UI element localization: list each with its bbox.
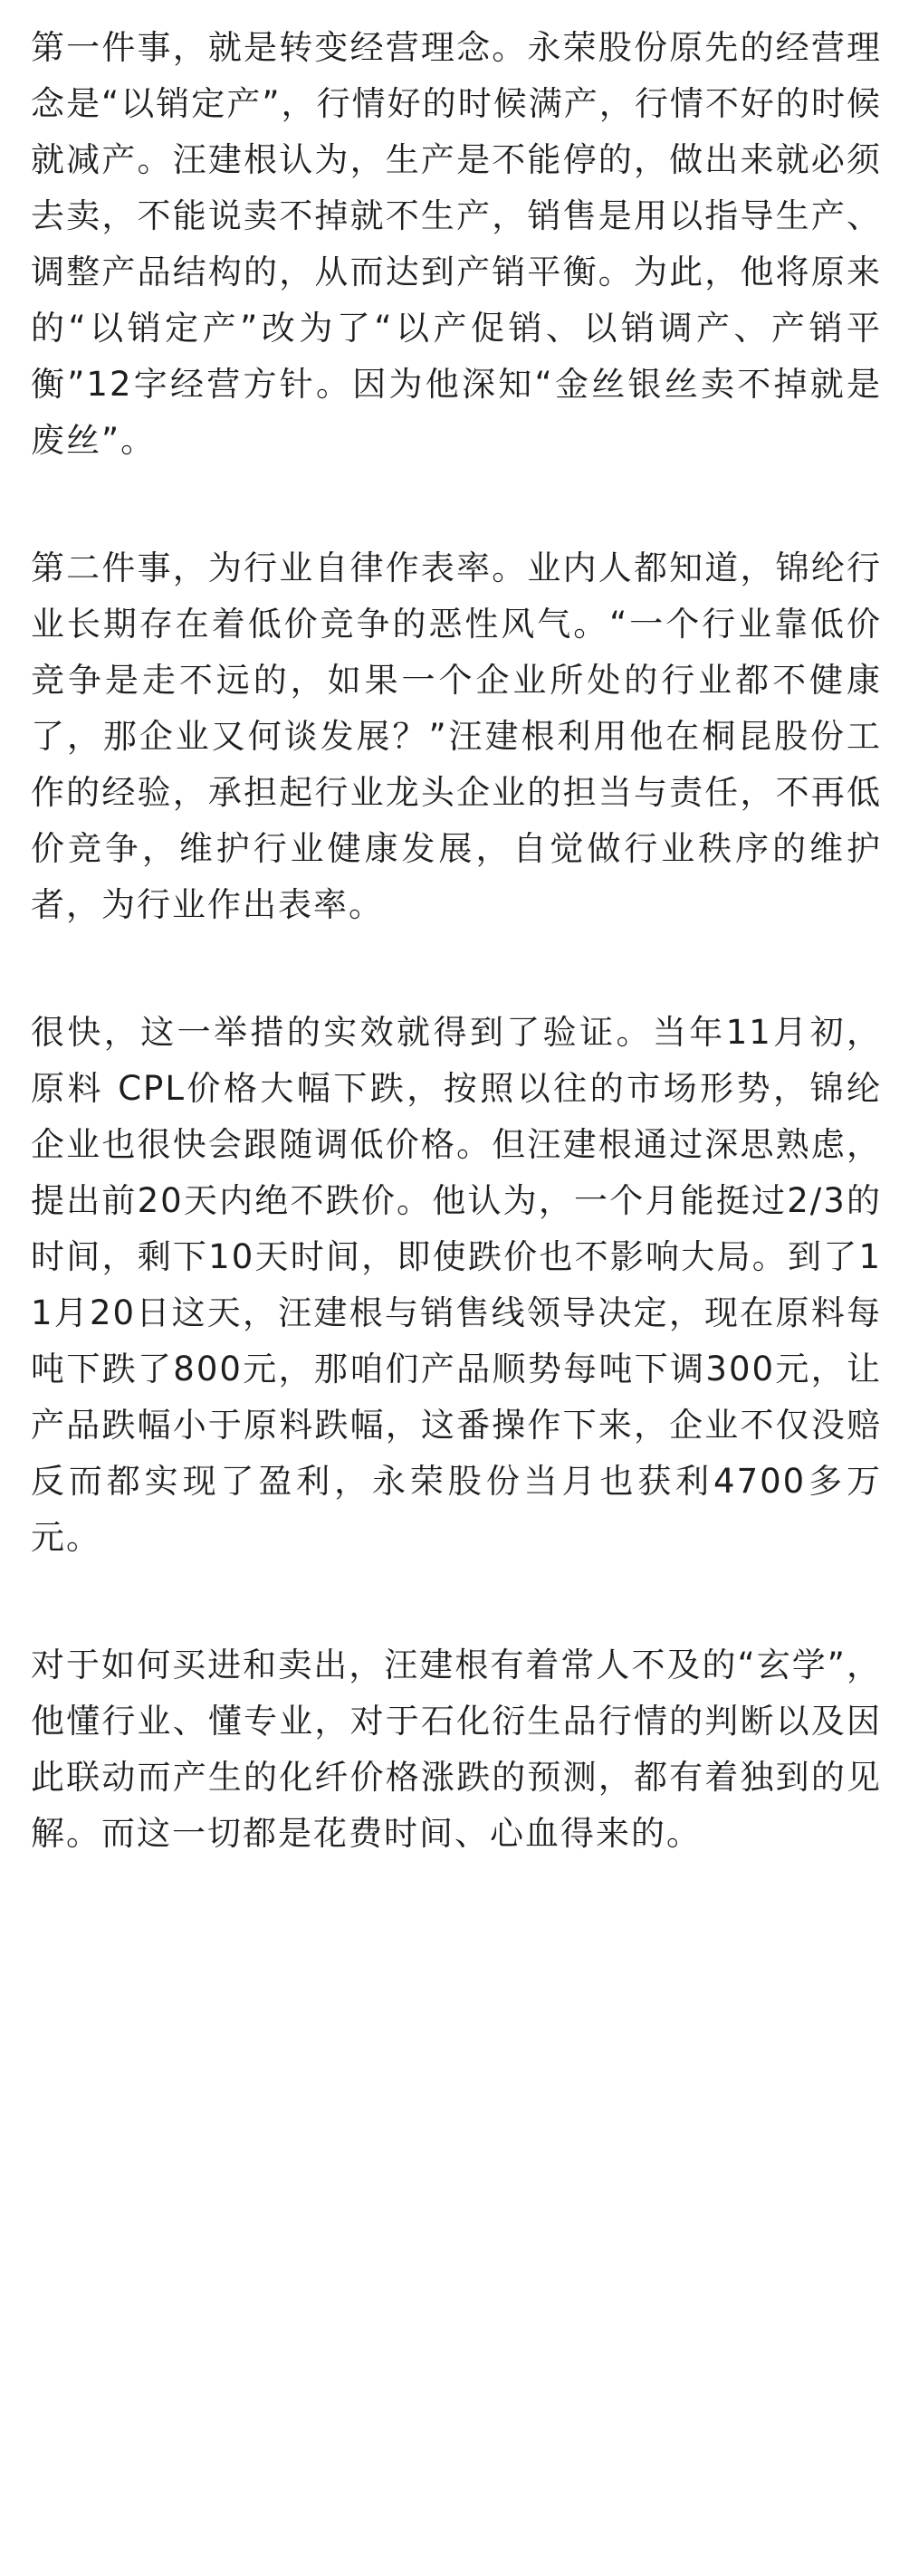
paragraph-2: 第二件事，为行业自律作表率。业内人都知道，锦纶行业长期存在着低价竞争的恶性风气。“一个行业靠低价竞争是走不远的，如果一个企业所处的行业都不健康了，那企业又何谈发展？”汪建根利用他在桐昆股份工作的经验，承担起行业龙头企业的担当与责任，不再低价竞争，维护行业健康发展，自觉做行业秩序的维护者，为行业作出表率。: [31, 549, 882, 924]
paragraph-1: 第一件事，就是转变经营理念。永荣股份原先的经营理念是“以销定产”，行情好的时候满产，行情不好的时候就减产。汪建根认为，生产是不能停的，做出来就必须去卖，不能说卖不掉就不生产，销售是用以指导生产、调整产品结构的，从而达到产销平衡。为此，他将原来的“以销定产”改为了“以产促销、以销调产、产销平衡”12字经营方针。因为他深知“金丝银丝卖不掉就是废丝”。: [31, 28, 882, 460]
paragraph-3: 很快，这一举措的实效就得到了验证。当年11月初，原料 CPL价格大幅下跌，按照以往的市场形势，锦纶企业也很快会跟随调低价格。但汪建根通过深思熟虑，提出前20天内绝不跌价。他认为，一个月能挺过2/3的时间，剩下10天时间，即使跌价也不影响大局。到了11月20日这天，汪建根与销售线领导决定，现在原料每吨下跌了800元，那咱们产品顺势每吨下调300元，让产品跌幅小于原料跌幅，这番操作下来，企业不仅没赔反而都实现了盈利，永荣股份当月也获利4700多万元。: [31, 1013, 882, 1557]
paragraph-4: 对于如何买进和卖出，汪建根有着常人不及的“玄学”，他懂行业、懂专业，对于石化衍生品行情的判断以及因此联动而产生的化纤价格涨跌的预测，都有着独到的见解。而这一切都是花费时间、心血得来的。: [31, 1646, 882, 1853]
